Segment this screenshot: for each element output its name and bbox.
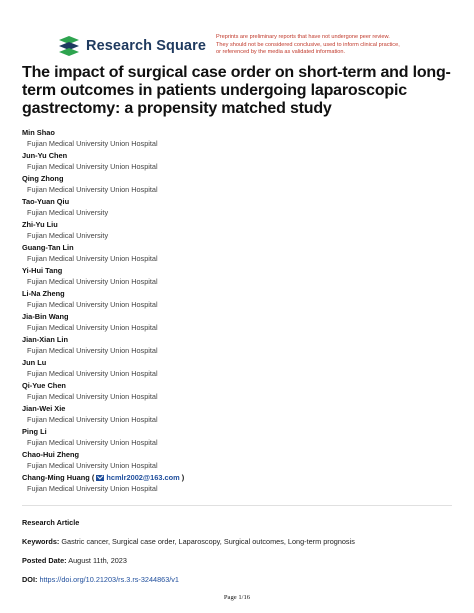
author-name[interactable]: Jun-Yu Chen [22, 151, 68, 160]
doi-line [22, 575, 179, 584]
author-name[interactable]: Qi-Yue Chen [22, 381, 66, 390]
author-list [22, 127, 452, 495]
author-name[interactable]: Zhi-Yu Liu [22, 220, 58, 229]
keywords-label: Keywords: [22, 537, 60, 546]
author-name-corresponding [22, 472, 452, 483]
author-affiliation: Fujian Medical University Union Hospital [27, 185, 158, 194]
email-close-paren: ) [181, 473, 185, 482]
author-name[interactable]: Li-Na Zheng [22, 289, 65, 298]
author-entry [22, 173, 452, 196]
author-name[interactable]: Chang-Ming Huang [22, 473, 90, 482]
author-affiliation: Fujian Medical University Union Hospital [27, 392, 158, 401]
author-name[interactable]: Qing Zhong [22, 174, 64, 183]
author-name[interactable]: Chao-Hui Zheng [22, 450, 80, 459]
author-affiliation: Fujian Medical University Union Hospital [27, 162, 158, 171]
author-affiliation: Fujian Medical University Union Hospital [27, 438, 158, 447]
author-affiliation: Fujian Medical University Union Hospital [27, 300, 158, 309]
author-entry [22, 219, 452, 242]
author-entry [22, 357, 452, 380]
preprint-notice [216, 34, 426, 57]
author-affiliation: Fujian Medical University Union Hospital [27, 369, 158, 378]
notice-line: They should not be considered conclusive, used to inform clinical practice, [216, 41, 400, 48]
author-affiliation: Fujian Medical University Union Hospital [27, 323, 158, 332]
author-entry [22, 334, 452, 357]
author-email-link[interactable] [96, 473, 179, 482]
research-square-logo-icon [57, 36, 81, 56]
author-entry [22, 196, 452, 219]
notice-line: or referenced by the media as validated information. [216, 49, 346, 56]
author-entry [22, 426, 452, 449]
posted-date-value: August 11th, 2023 [68, 556, 127, 565]
author-name[interactable]: Min Shao [22, 128, 55, 137]
author-name[interactable]: Jia-Bin Wang [22, 312, 69, 321]
notice-line: Preprints are preliminary reports that have not undergone peer review. [216, 34, 390, 40]
mail-icon [96, 475, 104, 481]
article-type [22, 518, 79, 527]
author-name[interactable]: Yi-Hui Tang [22, 266, 63, 275]
author-entry [22, 127, 452, 150]
keywords-line [22, 537, 355, 546]
author-name[interactable]: Jian-Xian Lin [22, 335, 68, 344]
author-affiliation: Fujian Medical University Union Hospital [27, 346, 158, 355]
author-name[interactable]: Tao-Yuan Qiu [22, 197, 70, 206]
author-entry [22, 288, 452, 311]
page-number: Page 1/16 [223, 594, 251, 601]
article-type-text: Research Article [22, 518, 80, 527]
author-affiliation: Fujian Medical University Union Hospital [27, 461, 158, 470]
posted-date-label: Posted Date: [22, 556, 67, 565]
author-affiliation: Fujian Medical University [27, 231, 109, 240]
author-affiliation: Fujian Medical University Union Hospital [27, 484, 158, 493]
author-entry [22, 242, 452, 265]
author-entry [22, 380, 452, 403]
author-name[interactable]: Jian-Wei Xie [22, 404, 66, 413]
posted-date-line [22, 556, 127, 565]
author-name[interactable]: Guang-Tan Lin [22, 243, 74, 252]
author-entry [22, 311, 452, 334]
email-open-paren: ( [91, 473, 95, 482]
author-name[interactable]: Jun Lu [22, 358, 47, 367]
research-square-logo[interactable] [57, 36, 206, 56]
author-affiliation: Fujian Medical University Union Hospital [27, 254, 158, 263]
author-email: hcmlr2002@163.com [106, 473, 180, 482]
author-affiliation: Fujian Medical University Union Hospital [27, 415, 158, 424]
author-entry-corresponding [22, 472, 452, 495]
author-affiliation: Fujian Medical University Union Hospital [27, 139, 158, 148]
author-affiliation: Fujian Medical University [27, 208, 109, 217]
author-entry [22, 265, 452, 288]
doi-link[interactable]: https://doi.org/10.21203/rs.3.rs-3244863/v1 [39, 575, 179, 584]
logo-text: Research Square [86, 38, 206, 54]
keywords-text: Gastric cancer, Surgical case order, Laparoscopy, Surgical outcomes, Long-term prognosis [61, 537, 355, 546]
author-entry [22, 449, 452, 472]
doi-label: DOI: [22, 575, 38, 584]
author-entry [22, 403, 452, 426]
author-name[interactable]: Ping Li [22, 427, 47, 436]
author-entry [22, 150, 452, 173]
author-affiliation: Fujian Medical University Union Hospital [27, 277, 158, 286]
paper-title: The impact of surgical case order on short-term and long-term outcomes in patients undergoing laparoscopic gastrectomy: a propensity matched study [22, 64, 451, 117]
section-divider [22, 505, 452, 506]
